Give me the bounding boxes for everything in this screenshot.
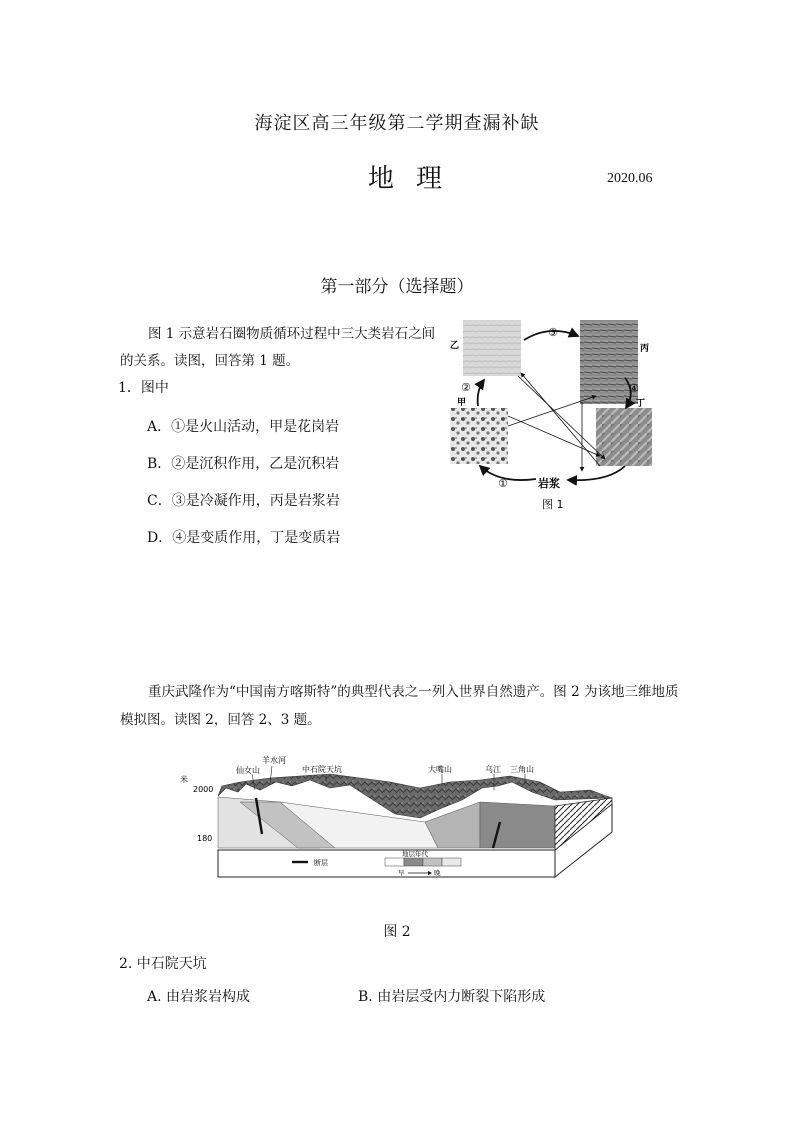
- question-2-option-b: B. 由岩层受内力断裂下陷形成: [358, 989, 546, 1005]
- subject-title: 地理: [368, 164, 465, 194]
- metamorphic-rock-photo: [596, 408, 652, 466]
- question-2-option-a: A. 由岩浆岩构成: [147, 989, 251, 1005]
- questions-2-3-intro: 重庆武隆作为“中国南方喀斯特”的典型代表之一列入世界自然遗产。图 2 为该地三维地质模拟图。读图 2，回答 2、3 题。: [120, 684, 679, 728]
- arrow-1: [480, 466, 536, 480]
- place-yangshuihe: 羊水河: [262, 756, 286, 765]
- label-yi: 乙: [450, 341, 460, 351]
- label-magma: 岩浆: [538, 477, 560, 490]
- arrow-number-3: ③: [548, 326, 558, 339]
- figure-2-geology-block: [180, 752, 620, 882]
- arrow-number-1: ①: [498, 477, 508, 490]
- legend-late: 晚: [434, 869, 441, 877]
- label-ding: 丁: [636, 399, 646, 409]
- place-wujiang: 乌江: [485, 765, 501, 774]
- granite-photo: [450, 408, 508, 464]
- legend-age-swatch-4: [442, 858, 461, 866]
- layer-right-dark: [480, 802, 555, 848]
- legend-early: 早: [398, 869, 405, 877]
- legend-age-swatch-1: [385, 858, 404, 866]
- figure-1-rock-cycle: [440, 316, 665, 516]
- arrow-number-2: ②: [461, 381, 471, 394]
- label-jia: 甲: [457, 398, 467, 408]
- unit-label: 米: [180, 775, 188, 784]
- question-1-intro: 图 1 示意岩石圈物质循环过程中三大类岩石之间的关系。读图，回答第 1 题。: [120, 326, 436, 369]
- question-1-option-b: B．②是沉积作用，乙是沉积岩: [147, 456, 340, 472]
- figure-2-caption: 图 2: [383, 924, 411, 940]
- place-zhongshiyuan-tiankeng: 中石院天坑: [302, 765, 342, 774]
- question-1-option-d: D．④是变质作用，丁是变质岩: [147, 530, 341, 546]
- label-bing: 丙: [640, 344, 650, 354]
- place-xiannushan: 仙女山: [236, 766, 260, 775]
- legend-age-swatch-3: [423, 858, 442, 866]
- part-title: 第一部分（选择题）: [320, 277, 474, 297]
- school-title: 海淀区高三年级第二学期查漏补缺: [254, 113, 540, 134]
- arrow-number-4: ④: [629, 382, 639, 395]
- place-dazuishan: 大嘴山: [428, 765, 452, 774]
- legend-age-label: 地层年代: [402, 850, 428, 858]
- question-1-option-a: A．①是火山活动，甲是花岗岩: [147, 419, 340, 435]
- legend-fault-label: 断层: [314, 859, 328, 867]
- question-1-stem: 1．图中: [118, 380, 169, 396]
- question-1-option-c: C．③是冷凝作用，丙是岩浆岩: [147, 493, 340, 509]
- figure-1-caption: 图 1: [542, 498, 564, 511]
- arrow-magma-in: [568, 466, 625, 480]
- question-2-stem: 2. 中石院天坑: [119, 956, 207, 972]
- exam-date: 2020.06: [607, 171, 653, 186]
- arrow-2: [478, 380, 484, 406]
- sedimentary-sand-photo: [463, 320, 521, 376]
- legend-age-swatch-2: [404, 858, 423, 866]
- place-sanjiaoshan: 三角山: [510, 765, 534, 774]
- elevation-2000: 2000: [193, 785, 214, 794]
- elevation-180: 180: [197, 834, 213, 843]
